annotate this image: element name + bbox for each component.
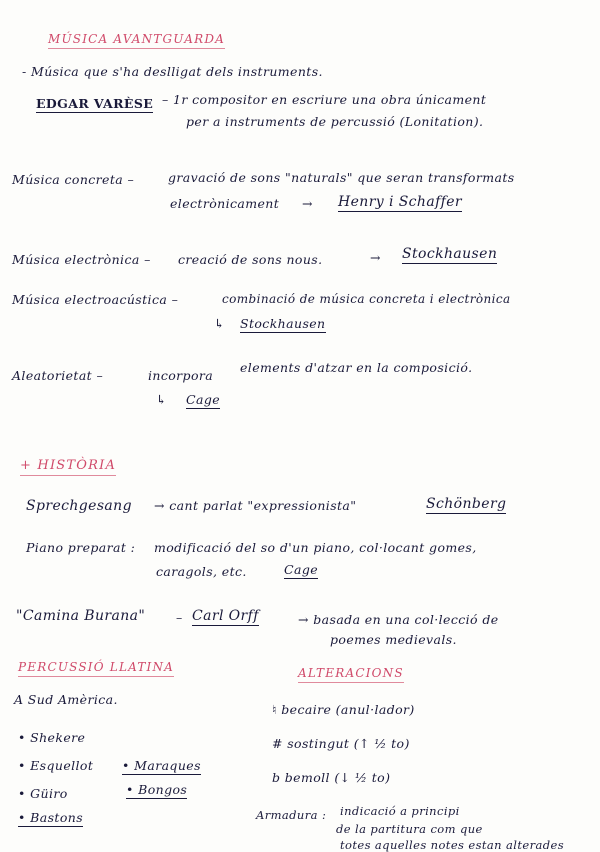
electronica-arrow: → [370, 250, 381, 265]
varese-name: EDGAR VARÈSE [36, 96, 154, 111]
concreta-label: Música concreta – [12, 172, 135, 187]
concreta-text2: electrònicament [170, 196, 280, 211]
piano-preparat-name: Cage [284, 562, 319, 577]
armadura-text1: indicació a principi [340, 804, 460, 818]
avantguarda-heading: MÚSICA AVANTGUARDA [48, 32, 225, 49]
concreta-arrow: → [302, 196, 313, 211]
carmina-dash: – [176, 610, 183, 625]
concreta-names: Henry i Schaffer [338, 194, 463, 210]
carmina-text1: → basada en una col·lecció de [298, 612, 499, 627]
aleatorietat-name: Cage [186, 392, 221, 407]
electroacustica-label: Música electroacústica – [12, 292, 179, 307]
avantguarda-line1: - Música que s'ha deslligat dels instruments. [22, 64, 323, 79]
varese-text1: – 1r compositor en escriure una obra únicament [162, 92, 487, 107]
alteracions-heading: ALTERACIONS [298, 666, 404, 683]
armadura-text3: totes aquelles notes estan alterades [340, 838, 565, 852]
carmina-text2: poemes medievals. [330, 632, 457, 647]
sprechgesang-name: Schönberg [426, 496, 507, 512]
alteracions-bemoll: b bemoll (↓ ½ to) [272, 770, 391, 785]
sprechgesang-text: → cant parlat "expressionista" [154, 498, 357, 513]
alteracions-becaire: ♮ becaire (anul·lador) [272, 702, 415, 717]
electronica-text: creació de sons nous. [178, 252, 323, 267]
concreta-text1: gravació de sons "naturals" que seran transformats [168, 170, 515, 185]
aleatorietat-label: Aleatorietat – [12, 368, 104, 383]
aleatorietat-text1: incorpora [148, 368, 214, 383]
carmina-title: "Camina Burana" [16, 608, 146, 624]
percussio-item-bastons: • Bastons [18, 810, 84, 825]
percussio-item-shekere: • Shekere [18, 730, 86, 745]
piano-preparat-text1: modificació del so d'un piano, col·locant gomes, [154, 540, 477, 555]
percussio-item-bongos: • Bongos [126, 782, 188, 797]
armadura-text2: de la partitura com que [336, 822, 483, 836]
alteracions-sostingut: # sostingut (↑ ½ to) [272, 736, 410, 751]
percussio-item-esquellot: • Esquellot [18, 758, 94, 773]
electronica-label: Música electrònica – [12, 252, 151, 267]
electroacustica-name: Stockhausen [240, 316, 326, 331]
percussio-sub: A Sud Amèrica. [14, 692, 118, 707]
piano-preparat-label: Piano preparat : [26, 540, 136, 555]
electronica-name: Stockhausen [402, 246, 498, 262]
percussio-heading: PERCUSSIÓ LLATINA [18, 660, 174, 677]
electroacustica-arrow: ↳ [214, 316, 225, 331]
armadura-label: Armadura : [256, 808, 327, 822]
sprechgesang-label: Sprechgesang [26, 498, 132, 514]
carmina-name: Carl Orff [192, 608, 259, 624]
percussio-item-guiro: • Güiro [18, 786, 68, 801]
historia-heading: + HISTÒRIA [20, 458, 116, 476]
piano-preparat-text2: caragols, etc. [156, 564, 247, 579]
electroacustica-text: combinació de música concreta i electrònica [222, 292, 511, 306]
varese-text2: per a instruments de percussió (Lonitation). [186, 114, 484, 129]
percussio-item-maraques: • Maraques [122, 758, 201, 773]
aleatorietat-text2: elements d'atzar en la composició. [240, 360, 473, 375]
aleatorietat-arrow: ↳ [156, 392, 167, 407]
